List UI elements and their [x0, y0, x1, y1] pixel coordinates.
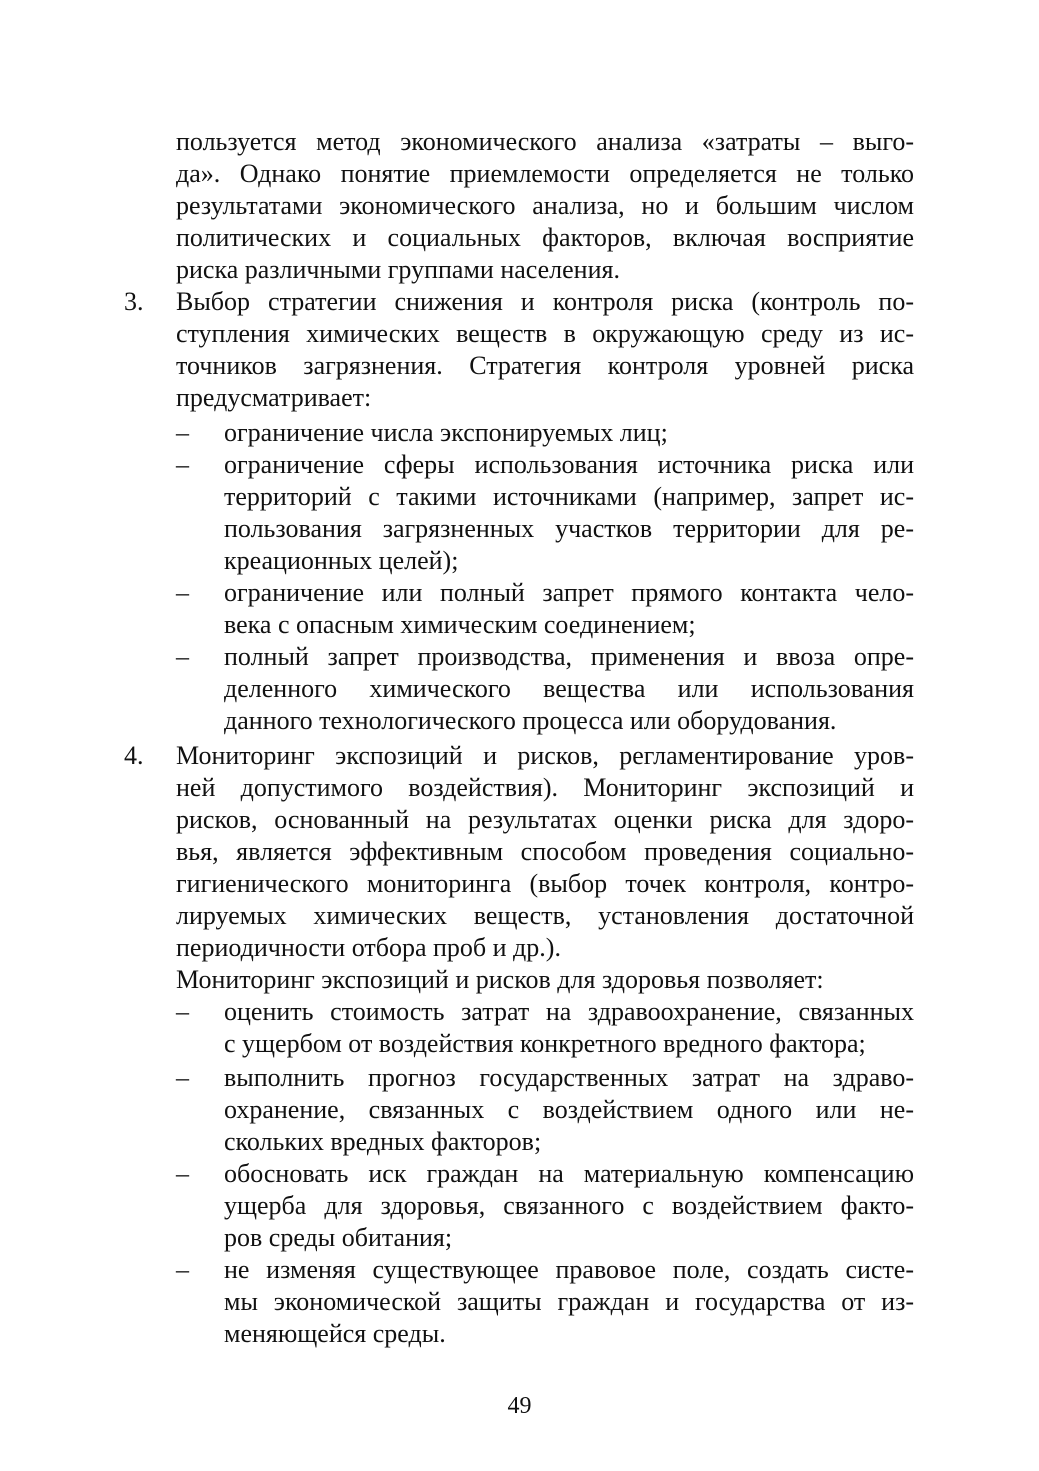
text-line: политических и социальных факторов, включая восприятие: [176, 223, 914, 252]
bullet-text-line: скольких вредных факторов;: [224, 1127, 542, 1156]
text-line: Мониторинг экспозиций и рисков для здоровья позволяет:: [176, 965, 824, 994]
bullet-text-line: ограничение или полный запрет прямого контакта чело-: [224, 578, 914, 607]
bullet-text-line: обосновать иск граждан на материальную компенсацию: [224, 1159, 914, 1188]
bullet-text-line: оценить стоимость затрат на здравоохранение, связанных: [224, 997, 914, 1026]
bullet-dash: –: [176, 1255, 189, 1284]
bullet-dash: –: [176, 642, 189, 671]
bullet-text-line: с ущербом от воздействия конкретного вредного фактора;: [224, 1029, 866, 1058]
bullet-dash: –: [176, 418, 189, 447]
text-line: риска различными группами населения.: [176, 255, 620, 284]
bullet-text-line: данного технологического процесса или оборудования.: [224, 706, 837, 735]
bullet-dash: –: [176, 1063, 189, 1092]
bullet-text-line: полный запрет производства, применения и ввоза опре-: [224, 642, 914, 671]
bullet-text-line: меняющейся среды.: [224, 1319, 446, 1348]
bullet-text-line: выполнить прогноз государственных затрат на здраво-: [224, 1063, 914, 1092]
text-line: гигиенического мониторинга (выбор точек контроля, контро-: [176, 869, 914, 898]
text-line: результатами экономического анализа, но и большим числом: [176, 191, 914, 220]
bullet-text-line: ров среды обитания;: [224, 1223, 453, 1252]
bullet-text-line: охранение, связанных с воздействием одного или не-: [224, 1095, 914, 1124]
bullet-text-line: ограничение сферы использования источника риска или: [224, 450, 914, 479]
list-number: 4.: [124, 741, 144, 770]
list-number: 3.: [124, 287, 144, 316]
text-line: да». Однако понятие приемлемости определяется не только: [176, 159, 914, 188]
text-line: пользуется метод экономического анализа «затраты – выго-: [176, 127, 914, 156]
text-line: ней допустимого воздействия). Мониторинг экспозиций и: [176, 773, 914, 802]
text-line: периодичности отбора проб и др.).: [176, 933, 561, 962]
text-line: рисков, основанный на результатах оценки риска для здоро-: [176, 805, 914, 834]
bullet-text-line: мы экономической защиты граждан и государства от из-: [224, 1287, 914, 1316]
text-line: лируемых химических веществ, установления достаточной: [176, 901, 914, 930]
text-line: вья, является эффективным способом проведения социально-: [176, 837, 914, 866]
bullet-text-line: креационных целей);: [224, 546, 459, 575]
bullet-dash: –: [176, 1159, 189, 1188]
bullet-dash: –: [176, 450, 189, 479]
text-line: ступления химических веществ в окружающую среду из ис-: [176, 319, 914, 348]
bullet-text-line: века с опасным химическим соединением;: [224, 610, 696, 639]
bullet-text-line: не изменяя существующее правовое поле, создать систе-: [224, 1255, 914, 1284]
bullet-dash: –: [176, 578, 189, 607]
bullet-text-line: деленного химического вещества или использования: [224, 674, 914, 703]
bullet-text-line: ущерба для здоровья, связанного с воздействием факто-: [224, 1191, 914, 1220]
page-number: 49: [507, 1393, 532, 1419]
text-line: Мониторинг экспозиций и рисков, регламентирование уров-: [176, 741, 914, 770]
bullet-text-line: территорий с такими источниками (например, запрет ис-: [224, 482, 914, 511]
bullet-text-line: ограничение числа экспонируемых лиц;: [224, 418, 668, 447]
bullet-text-line: пользования загрязненных участков территории для ре-: [224, 514, 914, 543]
text-line: точников загрязнения. Стратегия контроля уровней риска: [176, 351, 914, 380]
text-line: Выбор стратегии снижения и контроля риска (контроль по-: [176, 287, 914, 316]
bullet-dash: –: [176, 997, 189, 1026]
text-line: предусматривает:: [176, 383, 372, 412]
